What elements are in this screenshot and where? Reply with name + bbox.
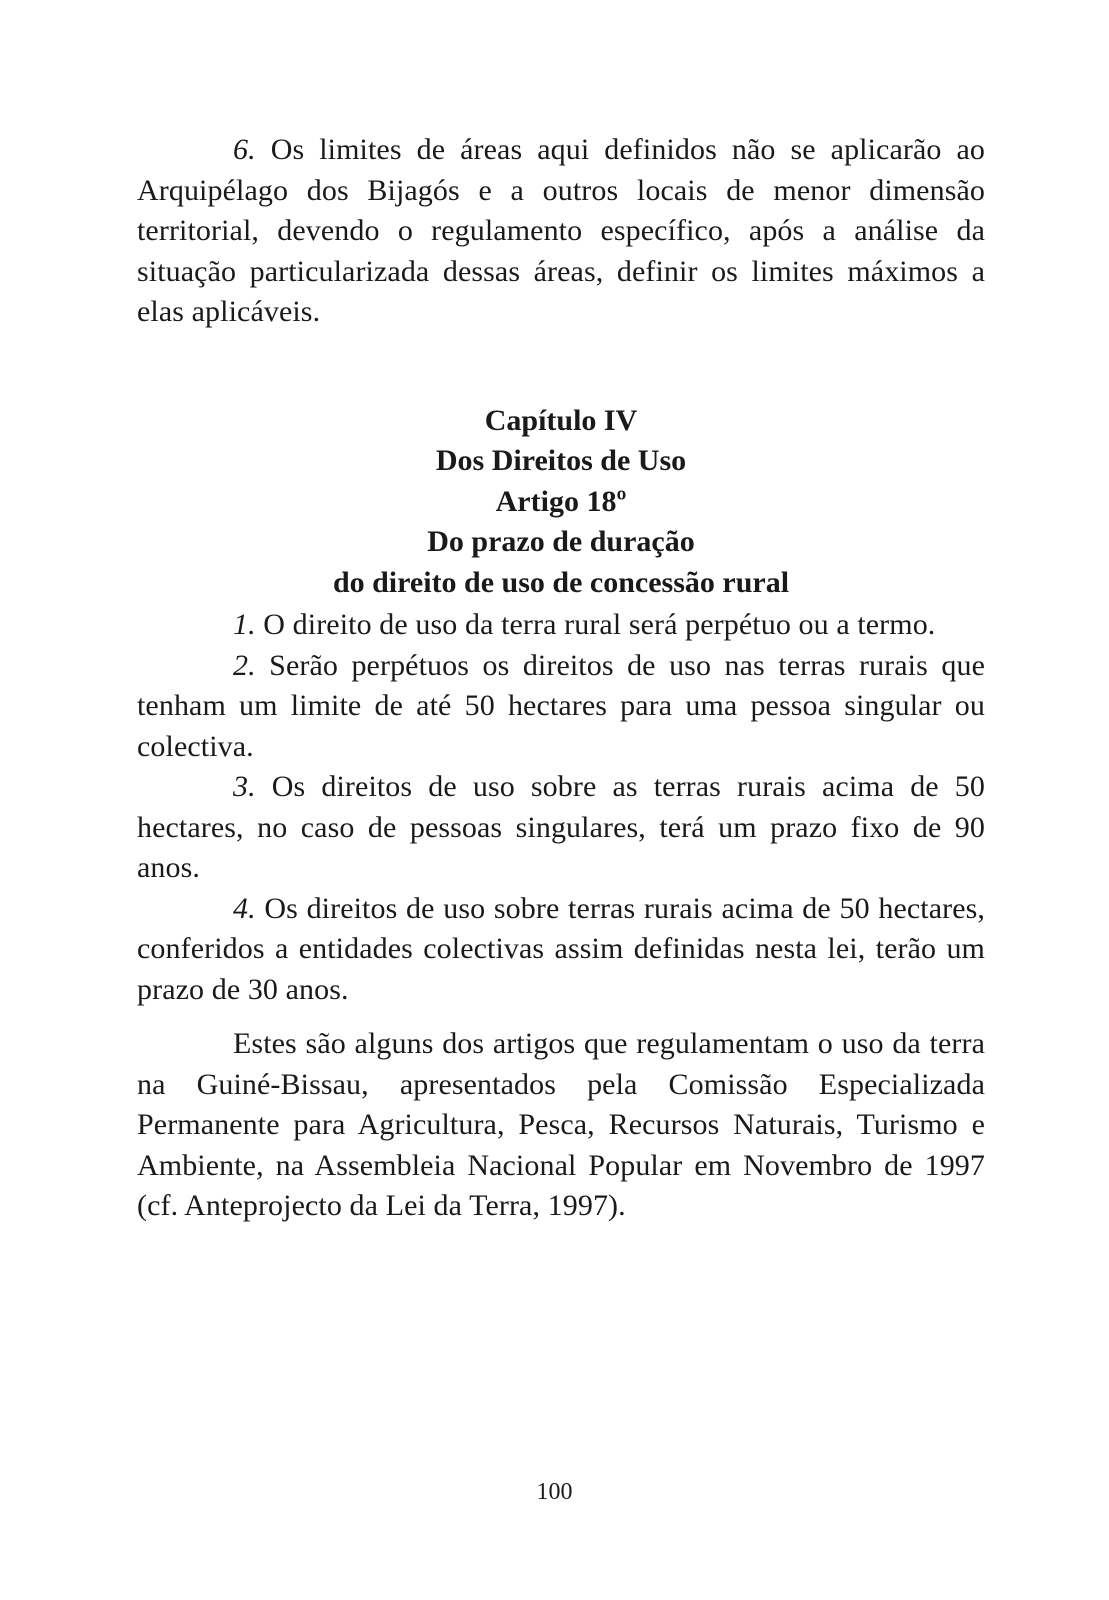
article-item-1 [137,605,985,646]
article-item-2 [137,646,985,768]
chapter-heading [137,401,985,604]
paragraph-text: Os limites de áreas aqui definidos não se aplicarão ao Arquipélago dos Bijagós e a outros locais de menor dimensão territorial, devendo o regulamento específico, após a análise da situação particularizada dessas áreas, definir os limites máximos a elas aplicáveis. [137,133,985,328]
item-text: Os direitos de uso sobre as terras rurais acima de 50 hectares, no caso de pessoas singulares, terá um prazo fixo de 90 anos. [137,770,985,884]
item-number: 4. [233,891,256,925]
item-number: 2. [233,648,256,682]
document-page [137,130,985,1227]
item-number: 1. [233,608,256,641]
article-title-line-1: Do prazo de duração [427,525,695,558]
article-item-3 [137,767,985,889]
item-text: Serão perpétuos os direitos de uso nas terras rurais que tenham um limite de até 50 hectares para uma pessoa singular ou colectiva. [137,648,985,763]
page-number: 100 [536,1479,573,1505]
paragraph-number: 6. [233,133,256,166]
item-number: 3. [233,770,256,803]
item-text: O direito de uso da terra rural será perpétuo ou a termo. [255,608,936,641]
article-item-4 [137,889,985,1011]
article-label: Artigo 18º [495,484,627,518]
paragraph-6 [137,130,985,333]
article-title-line-2: do direito de uso de concessão rural [332,565,790,599]
closing-paragraph: Estes são alguns dos artigos que regulamentam o uso da terra na Guiné-Bissau, apresentados pela Comissão Especializada Permanente para Agricultura, Pesca, Recursos Naturais, Turismo e Ambiente, na Assembleia Nacional Popular em Novembro de 1997 (cf. Anteprojecto da Lei da Terra, 1997). [137,1027,985,1222]
chapter-title: Dos Direitos de Uso [435,444,687,477]
chapter-label: Capítulo IV [484,403,638,437]
item-text: Os direitos de uso sobre terras rurais acima de 50 hectares, conferidos a entidades colectivas assim definidas nesta lei, terão um prazo de 30 anos. [137,891,985,1006]
